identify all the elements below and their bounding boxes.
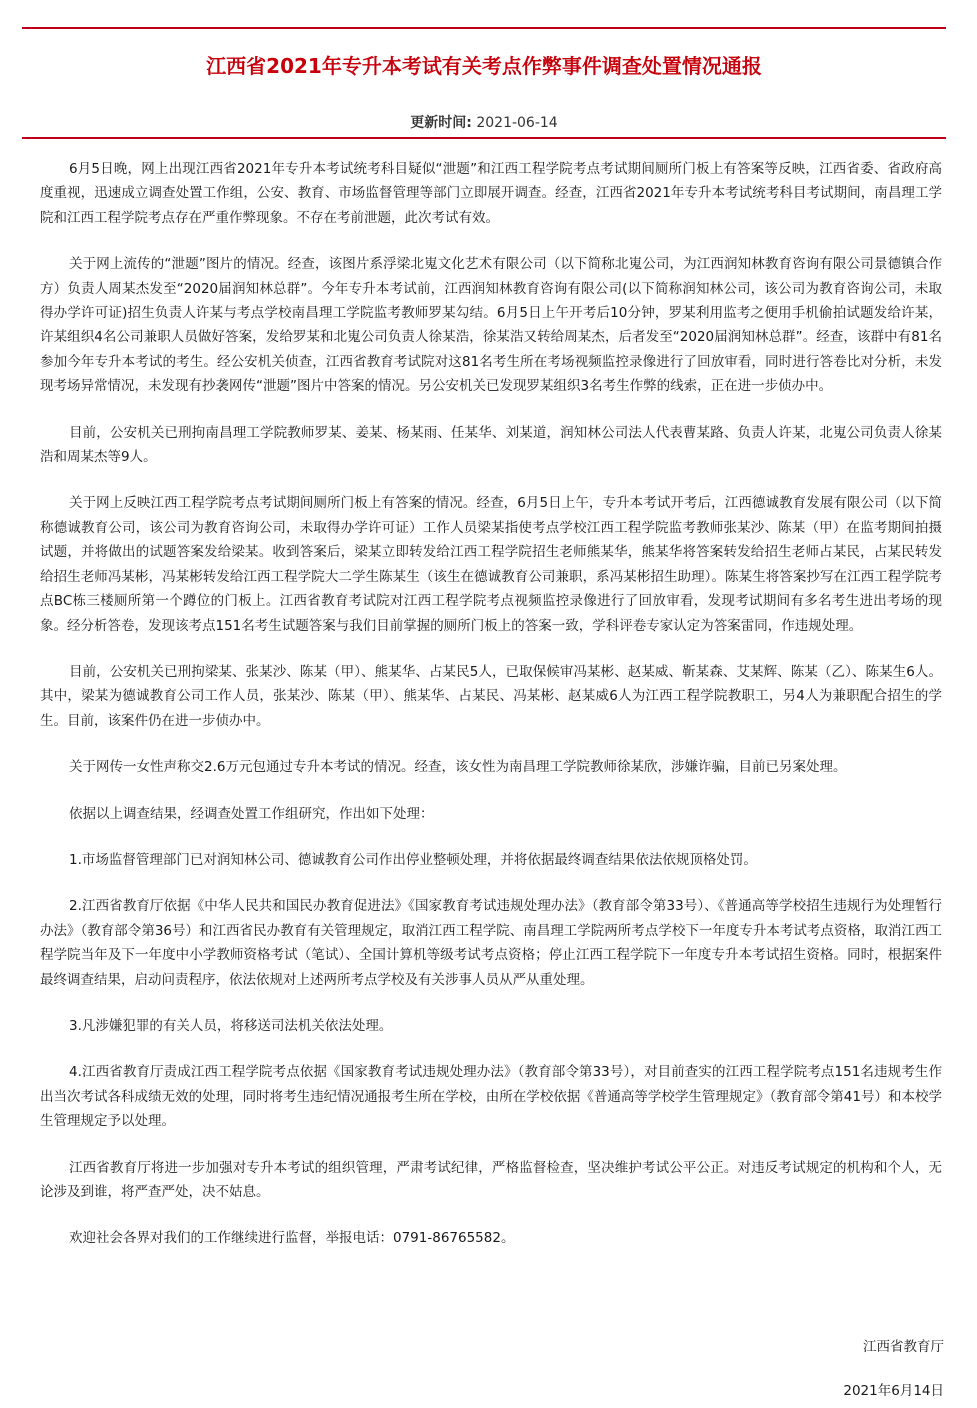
paragraph-measure-4: 4.江西省教育厅责成江西工程学院考点依据《国家教育考试违规处理办法》（教育部令第33号），对目前查实的江西工程学院考点151名违规考生作出当次考试各科成绩无效的处理，同时将考生违纪情况通报考生所在学校，由所在学校依据《普通高等学校学生管理规定》（教育部令第41号）和本校学生管理规定予以处理。 [40,1064,942,1130]
top-red-rule [22,27,946,29]
update-time-value: 2021-06-14 [476,115,558,131]
paragraph-measure-1: 1.市场监督管理部门已对润知林公司、德诚教育公司作出停业整顿处理，并将依据最终调查结果依法依规顶格处罚。 [69,851,757,868]
article-body [40,157,942,1273]
update-time-label: 更新时间: [410,115,472,131]
paragraph-measure-3: 3.凡涉嫌犯罪的有关人员，将移送司法机关依法处理。 [69,1017,393,1034]
paragraph-detained-nanchang: 目前，公安机关已刑拘南昌理工学院教师罗某、姜某、杨某雨、任某华、刘某道，润知林公司法人代表曹某路、负责人许某，北嵬公司负责人徐某浩和周某杰等9人。 [40,424,942,466]
paragraph-measure-2: 2.江西省教育厅依据《中华人民共和国民办教育促进法》《国家教育考试违规处理办法》（教育部令第33号）、《普通高等学校招生违规行为处理暂行办法》（教育部令第36号）和江西省民办教育有关管理规定，取消江西工程学院、南昌理工学院两所考点学校下一年度专升本考试考点资格，取消江西工程学院当年及下一年度中小学教师资格考试（笔试）、全国计算机等级考试考点资格；停止江西工程学院下一年度专升本考试招生资格。同时，根据案件最终调查结果，启动问责程序，依法依规对上述两所考点学校及有关涉事人员从严从重处理。 [40,898,942,988]
paragraph-detained-jiangxi: 目前，公安机关已刑拘梁某、张某沙、陈某（甲）、熊某华、占某民5人，已取保候审冯某彬、赵某威、靳某森、艾某辉、陈某（乙）、陈某生6人。其中，梁某为德诚教育公司工作人员，张某沙、陈某（甲）、熊某华、占某民、冯某彬、赵某威6人为江西工程学院教职工，另4人为兼职配合招生的学生。目前，该案件仍在进一步侦办中。 [40,663,942,729]
signature-date: 2021年6月14日 [843,1383,944,1399]
page-title: 江西省2021年专升本考试有关考点作弊事件调查处置情况通报 [206,54,762,78]
paragraph-toilet-answers: 关于网上反映江西工程学院考点考试期间厕所门板上有答案的情况。经查，6月5日上午，专升本考试开考后，江西德诚教育发展有限公司（以下简称德诚教育公司，该公司为教育咨询公司，未取得办学许可证）工作人员梁某指使考点学校江西工程学院监考教师张某沙、陈某（甲）在监考期间拍摄试题，并将做出的试题答案发给梁某。收到答案后，梁某立即转发给江西工程学院招生老师熊某华，熊某华将答案转发给招生老师占某民，占某民转发给招生老师冯某彬，冯某彬转发给江西工程学院大二学生陈某生（该生在德诚教育公司兼职，系冯某彬招生助理）。陈某生将答案抄写在江西工程学院考点BC栋三楼厕所第一个蹲位的门板上。江西省教育考试院对江西工程学院考点视频监控录像进行了回放审看，发现考试期间有多名考生进出考场的现象。经分析答卷，发现该考点151名考生试题答案与我们目前掌握的厕所门板上的答案一致，学科评卷专家认定为答案雷同，作违规处理。 [40,495,942,634]
paragraph-intro: 6月5日晚，网上出现江西省2021年专升本考试统考科目疑似“泄题”和江西工程学院考点考试期间厕所门板上有答案等反映，江西省委、省政府高度重视，迅速成立调查处置工作组，公安、教育、市场监督管理等部门立即展开调查。经查，江西省2021年专升本考试统考科目考试期间，南昌理工学院和江西工程学院考点存在严重作弊现象。不存在考前泄题，此次考试有效。 [40,161,942,226]
paragraph-hotline: 欢迎社会各界对我们的工作继续进行监督，举报电话：0791-86765582。 [69,1230,515,1247]
paragraph-fraud: 关于网传一女性声称交2.6万元包通过专升本考试的情况。经查，该女性为南昌理工学院教师徐某欣，涉嫌诈骗，目前已另案处理。 [69,759,847,776]
paragraph-decision-intro: 依据以上调查结果，经调查处置工作组研究，作出如下处理： [69,805,434,822]
signature-org: 江西省教育厅 [863,1339,944,1355]
header-red-rule [22,137,946,139]
update-time [22,112,946,132]
paragraph-leaked-image: 关于网上流传的“泄题”图片的情况。经查，该图片系浮梁北嵬文化艺术有限公司（以下简称北嵬公司，为江西润知林教育咨询有限公司景德镇合作方）负责人周某杰发至“2020届润知林总群”。今年专升本考试前，江西润知林教育咨询有限公司(以下简称润知林公司，该公司为教育咨询公司，未取得办学许可证)招生负责人许某与考点学校南昌理工学院监考教师罗某勾结。6月5日上午开考后10分钟，罗某利用监考之便用手机偷拍试题发给许某，许某组织4名公司兼职人员做好答案，发给罗某和北嵬公司负责人徐某浩，徐某浩又转给周某杰，后者发至“2020届润知林总群”。经查，该群中有81名参加今年专升本考试的考生。经公安机关侦查，江西省教育考试院对这81名考生所在考场视频监控录像进行了回放审看，同时进行答卷比对分析，未发现考场异常情况，未发现有抄袭网传“泄题”图片中答案的情况。另公安机关已发现罗某组织3名考生作弊的线索，正在进一步侦办中。 [40,256,942,395]
paragraph-commitment: 江西省教育厅将进一步加强对专升本考试的组织管理，严肃考试纪律，严格监督检查，坚决维护考试公平公正。对违反考试规定的机构和个人，无论涉及到谁，将严查严处，决不姑息。 [40,1159,942,1200]
